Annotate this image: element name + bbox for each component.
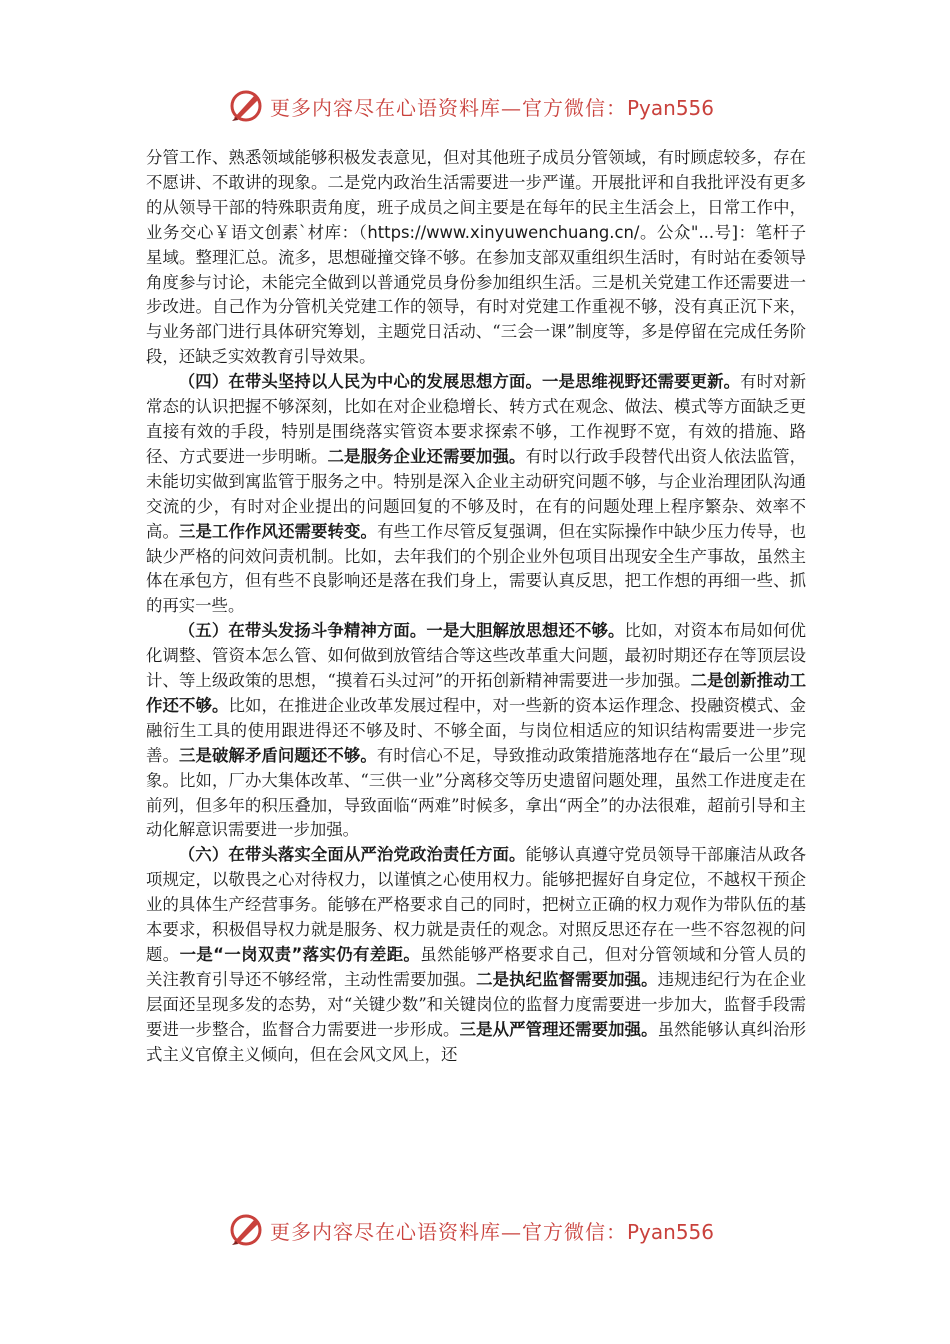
header-banner: [228, 84, 714, 128]
website-url: https://www.xinyuwenchuang.cn/: [367, 222, 640, 242]
paragraph-section-6: （六）在带头落实全面从严治党政治责任方面。能够认真遵守党员领导干部廉洁从政各项规定，以敬畏之心对待权力，以谨慎之心使用权力。能够把握好自身定位，不越权干预企业的具体生产经营事务。能够在严格要求自己的同时，把树立正确的权力观作为带队伍的基本要求，积极倡导权力就是服务、权力就是责任的观念。对照反思还存在一些不容忽视的问题。一是“一岗双责”落实仍有差距。虽然能够严格要求自己，但对分管领域和分管人员的关注教育引导还不够经常，主动性需要加强。二是执纪监督需要加强。违规违纪行为在企业层面还呈现多发的态势，对“关键少数”和关键岗位的监督力度需要进一步加大，监督手段需要进一步整合，监督合力需要进一步形成。三是从严管理还需要加强。虽然能够认真纠治形式主义官僚主义倾向，但在会风文风上，还: [146, 845, 807, 1064]
paragraph-section-4: （四）在带头坚持以人民为中心的发展思想方面。一是思维视野还需要更新。有时对新常态的认识把握不够深刻，比如在对企业稳增长、转方式在观念、做法、模式等方面缺乏更直接有效的手段，特别是围绕落实管资本要求探索不够，工作视野不宽，有效的措施、路径、方式要进一步明晰。二是服务企业还需要加强。有时以行政手段替代出资人依法监管，未能切实做到寓监管于服务之中。特别是深入企业主动研究问题不够，与企业治理团队沟通交流的少，有时对企业提出的问题回复的不够及时，在有的问题处理上程序繁杂、效率不高。三是工作作风还需要转变。有些工作尽管反复强调，但在实际操作中缺少压力传导，也缺少严格的问效问责机制。比如，去年我们的个别企业外包项目出现安全生产事故，虽然主体在承包方，但有些不良影响还是落在我们身上，需要认真反思，把工作想的再细一些、抓的再实一些。: [146, 372, 807, 616]
paragraph-section-5: （五）在带头发扬斗争精神方面。一是大胆解放思想还不够。比如，对资本布局如何优化调整、管资本怎么管、如何做到放管结合等这些改革重大问题，最初时期还存在等顶层设计、等上级政策的思想，“摸着石头过河”的开拓创新精神需要进一步加强。二是创新推动工作还不够。比如，在推进企业改革发展过程中，对一些新的资本运作理念、投融资模式、金融衍生工具的使用跟进得还不够及时、不够全面，与岗位相适应的知识结构需要进一步完善。三是破解矛盾问题还不够。有时信心不足，导致推动政策措施落地存在“最后一公里”现象。比如，厂办大集体改革、“三供一业”分离移交等历史遗留问题处理，虽然工作进度走在前列，但多年的积压叠加，导致面临“两难”时候多，拿出“两全”的办法很难，超前引导和主动化解意识需要进一步加强。: [146, 621, 807, 840]
document-body: [146, 146, 806, 1068]
footer-banner: [228, 1208, 714, 1252]
banner-text: 更多内容尽在心语资料库—官方微信：Pyan556: [270, 95, 715, 120]
wechat-id: Pyan556: [627, 1219, 715, 1244]
section-heading: （六）在带头落实全面从严治党政治责任方面。: [178, 845, 526, 865]
pen-circle-logo-icon: [228, 1212, 264, 1248]
banner-text: 更多内容尽在心语资料库—官方微信：Pyan556: [270, 1219, 715, 1244]
section-heading: （五）在带头发扬斗争精神方面。一是大胆解放思想还不够。: [178, 621, 625, 641]
pen-circle-logo-icon: [228, 88, 264, 124]
paragraph-continuation: 分管工作、熟悉领域能够积极发表意见，但对其他班子成员分管领域，有时顾虑较多，存在不愿讲、不敢讲的现象。二是党内政治生活需要进一步严谨。开展批评和自我批评没有更多的从领导干部的特殊职责角度，班子成员之间主要是在每年的民主生活会上，日常工作中，业务交心￥语文创素`材库：（https://www.xinyuwenchuang.cn/。公众"...号]：笔杆子星域。整理汇总。流多，思想碰撞交锋不够。在参加支部双重组织生活时，有时站在委领导角度参与讨论，未能完全做到以普通党员身份参加组织生活。三是机关党建工作还需要进一步改进。自己作为分管机关党建工作的领导，有时对党建工作重视不够，没有真正沉下来，与业务部门进行具体研究筹划，主题党日活动、“三会一课”制度等，多是停留在完成任务阶段，还缺乏实效教育引导效果。: [146, 148, 806, 367]
section-heading: （四）在带头坚持以人民为中心的发展思想方面。一是思维视野还需要更新。: [178, 372, 741, 392]
wechat-id: Pyan556: [627, 95, 715, 120]
